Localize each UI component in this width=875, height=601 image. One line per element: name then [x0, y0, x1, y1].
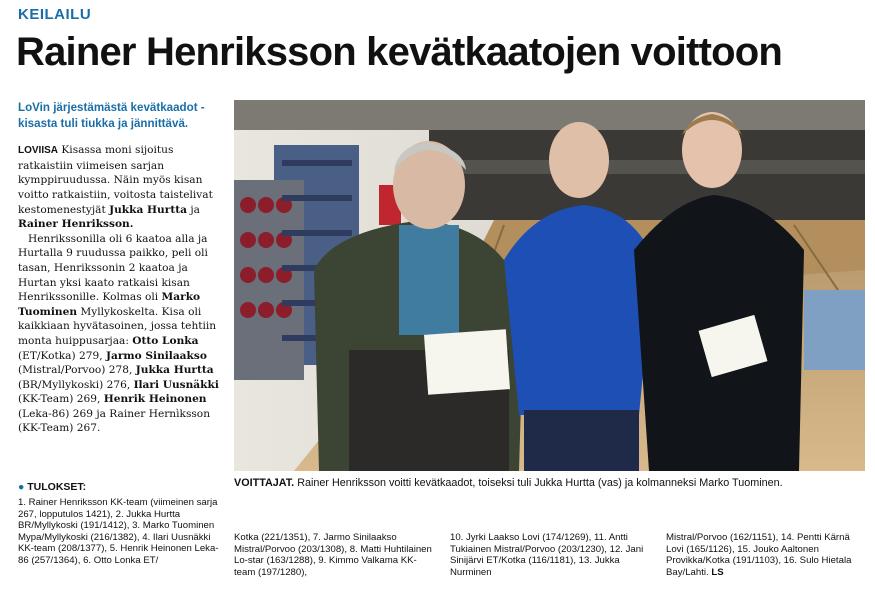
body-paragraph-2: Henrikssonilla oli 6 kaatoa alla ja Hurtalla 9 ruudussa paikko, peli oli tasan, Henrikssonin 2 kaatoa ja Hurtan yksi kaato ratkaisi kisan Henrikssonille. Kolmas oli Marko Tuominen Myllykoskelta. Kisa oli kaikkiaan hyvätasoinen, jossa tehtiin monta huippusarjaa: Otto Lonka (ET/Kotka) 279, Jarmo Sinilaakso (Mistral/Porvoo) 278, Jukka Hurtta (BR/Myllykoski) 276, Ilari Uusnäkki (KK-Team) 269, Henrik Heinonen (Leka-86) 269 ja Rainer Hernìksson (KK-Team) 267.: [18, 232, 219, 435]
results-column-1: 1. Rainer Henriksson KK-team (viimeinen sarja 267, lopputulos 1421), 2. Jukka Hurtta BR/Myllykoski (191/1412), 3. Marko Tuominen Mypa/Myllykoski (216/1382), 4. Ilari Uusnäkki KK-team (208/1377), 5. Henrik Heinonen Leka-86 (257/1364), 6. Otto Lonka ET/: [18, 497, 219, 566]
headline: Rainer Henriksson kevätkaatojen voittoon: [16, 30, 783, 74]
winners-photo: [234, 100, 865, 471]
body-paragraph-1: LOVIISA Kisassa moni sijoitus ratkaistiin viimeisen sarjan kymppiruudussa. Näin myös kisan voitto ratkaistiin, voitosta taistelivat kestomenestyjät Jukka Hurtta ja Rainer Henriksson.: [18, 144, 213, 231]
caption-label: VOITTAJAT.: [234, 477, 295, 489]
results-column-4: Mistral/Porvoo (162/1151), 14. Pentti Kärnä Lovi (165/1126), 15. Jouko Aaltonen Provikka/Kotka (191/1103), 16. Sulo Hietala Bay/Lahti. LS: [666, 532, 852, 578]
results-column-3: 10. Jyrki Laakso Lovi (174/1269), 11. Antti Tukiainen Mistral/Porvoo (203/1230), 12. Jani Sinijärvi ET/Kotka (116/1181), 13. Jukka Nurminen: [450, 532, 644, 578]
results-heading: ● TULOKSET:: [18, 481, 87, 493]
article-column: [18, 100, 225, 436]
lead-paragraph: LoVin järjestämästä kevätkaadot -kisasta tuli tiukka ja jännittävä.: [18, 101, 205, 130]
results-column-2: Kotka (221/1351), 7. Jarmo Sinilaakso Mistral/Porvoo (203/1308), 8. Matti Huhtilainen Lo-star (163/1288), 9. Kimmo Valkama KK-team (197/1280),: [234, 532, 432, 578]
section-label: KEILAILU: [18, 6, 92, 23]
dateline: LOVIISA: [18, 145, 59, 157]
author-signature: LS: [711, 566, 724, 578]
article-body: [18, 143, 225, 436]
bullet-icon: ●: [18, 481, 28, 493]
photo-caption: VOITTAJAT. Rainer Henriksson voitti kevätkaadot, toiseksi tuli Jukka Hurtta (vas) ja kolmanneksi Marko Tuominen.: [234, 477, 783, 489]
